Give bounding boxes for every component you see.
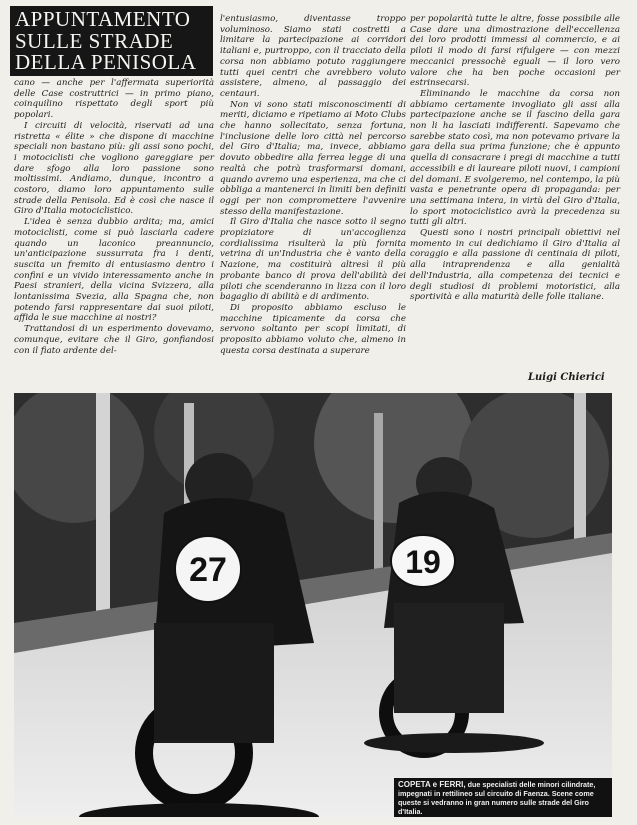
race-photo <box>14 393 612 817</box>
caption-names: COPETA e FERRI, <box>398 780 466 789</box>
paragraph: Trattandosi di un esperimento dovevamo, comunque, evitare che il Giro, gonfiandosi con il fiato ardente del- <box>14 324 214 356</box>
title-line-1: APPUNTAMENTO <box>15 7 191 31</box>
caption-text: due specialisti delle minori cilindrate, impegnati in rettilineo sul circuito di Faenza. Scene come queste si vedranno in gran numero sulle strade del Giro d'Italia. <box>398 780 596 816</box>
race-number-left: 27 <box>189 551 227 589</box>
author-signature: Luigi Chierici <box>528 372 605 383</box>
paragraph: L'idea è senza dubbio ardita; ma, amici motociclisti, come si può lasciarla cadere quando un laconico preannuncio, un'anticipazione sussurrata fra i denti, suscita un fremito di entusiasmo dentro i confini e un vivido interessamento anche in Paesi stranieri, della vicina Svizzera, alla lontanissima Svezia, alla Spagna che, non potendo farsi rappresentare dai suoi piloti, affida le sue macchine ai nostri? <box>14 217 214 324</box>
text-column-3 <box>410 14 620 303</box>
paragraph: Di proposito abbiamo escluso le macchine tipicamente da corsa che servono soltanto per scopi limitati, di proposito abbiamo voluto che, almeno in questa corsa destinata a superare <box>220 302 406 356</box>
photo-caption <box>394 778 612 817</box>
race-number-right: 19 <box>405 544 441 580</box>
article-title <box>10 6 213 76</box>
paragraph: Eliminando le macchine da corsa non abbiamo certamente invogliato gli assi alla partecipazione anche se il fascino della gara non li ha lasciati indifferenti. Sapevamo che sarebbe stato così, ma non potevamo privare la gara della sua prima funzione; che è appunto quella di consacrare i pregi di macchine a tutti accessibili e di laureare piloti nuovi, i campioni del domani. E svolgeremo, nel contempo, la più vasta e penetrante opera di propaganda: per una settimana intera, in virtù del Giro d'Italia, lo sport motociclistico avrà la precedenza su tutti gli altri. <box>410 88 620 228</box>
text-column-1 <box>14 78 214 356</box>
paragraph: cano — anche per l'affermata superiorità delle Case costruttrici — in primo piano, coinquilino rispettato degli sport più popolari. <box>14 78 214 121</box>
title-line-2: SULLE STRADE <box>15 28 174 53</box>
paragraph: I circuiti di velocità, riservati ad una ristretta « élite » che dispone di macchine speciali non bastano più: gli assi sono pochi, i motociclisti che vogliono gareggiare per dare sfogo alla loro passione sono moltissimi. Andiamo, dunque, incontro a costoro, diamo loro appuntamento sulle strade della Penisola. Ed è così che nasce il Giro d'Italia motociclistico. <box>14 120 214 217</box>
text-column-2 <box>220 14 406 357</box>
title-line-3: DELLA PENISOLA <box>15 50 197 74</box>
paragraph: Il Giro d'Italia che nasce sotto il segno propiziatore di un'accoglienza cordialissima risulterà la più fornita vetrina di un'Industria che è vanto della Nazione, ma costituirà altresì il più probante banco di prova dell'abilità dei piloti che scenderanno in lizza con il loro bagaglio di abilità e di ardimento. <box>220 217 406 303</box>
paragraph: Non vi sono stati misconoscimenti di meriti, diciamo e ripetiamo ai Moto Clubs che hanno sollecitato, senza fortuna, l'inclusione delle loro città nel percorso del Giro d'Italia; ma, invece, abbiamo dovuto obbedire alla ferrea legge di una realtà che potrà trasformarsi domani, quando avremo una esperienza, ma che ci obbliga a mantenerci in limiti ben definiti oggi per non compromettere l'avvenire stesso della manifestazione. <box>220 99 406 217</box>
paragraph: Questi sono i nostri principali obiettivi nel momento in cui dedichiamo il Giro d'Italia al coraggio e alla passione di centinaia di piloti, alla intraprendenza e alla genialità dell'Industria, alla competenza dei tecnici e degli studiosi di problemi motoristici, alla sportività e alla maturità delle folle italiane. <box>410 228 620 303</box>
paragraph: l'entusiasmo, diventasse troppo voluminoso. Siamo stati costretti a limitare la partecipazione ai corridori italiani e, purtroppo, con il tracciato della corsa non abbiamo potuto raggiungere tutti quei centri che avrebbero voluto assistere, almeno, al passaggio dei centauri. <box>220 14 406 99</box>
paragraph: per popolarità tutte le altre, fosse possibile alle Case dare una dimostrazione dell'eccellenza dei loro prodotti immessi al commercio, e ai piloti il modo di farsi rifulgere — con mezzi meccanici pressochè eguali — il loro vero valore che ha ben poche occasioni per estrinsecarsi. <box>410 14 620 89</box>
race-photo-illustration <box>14 393 612 817</box>
